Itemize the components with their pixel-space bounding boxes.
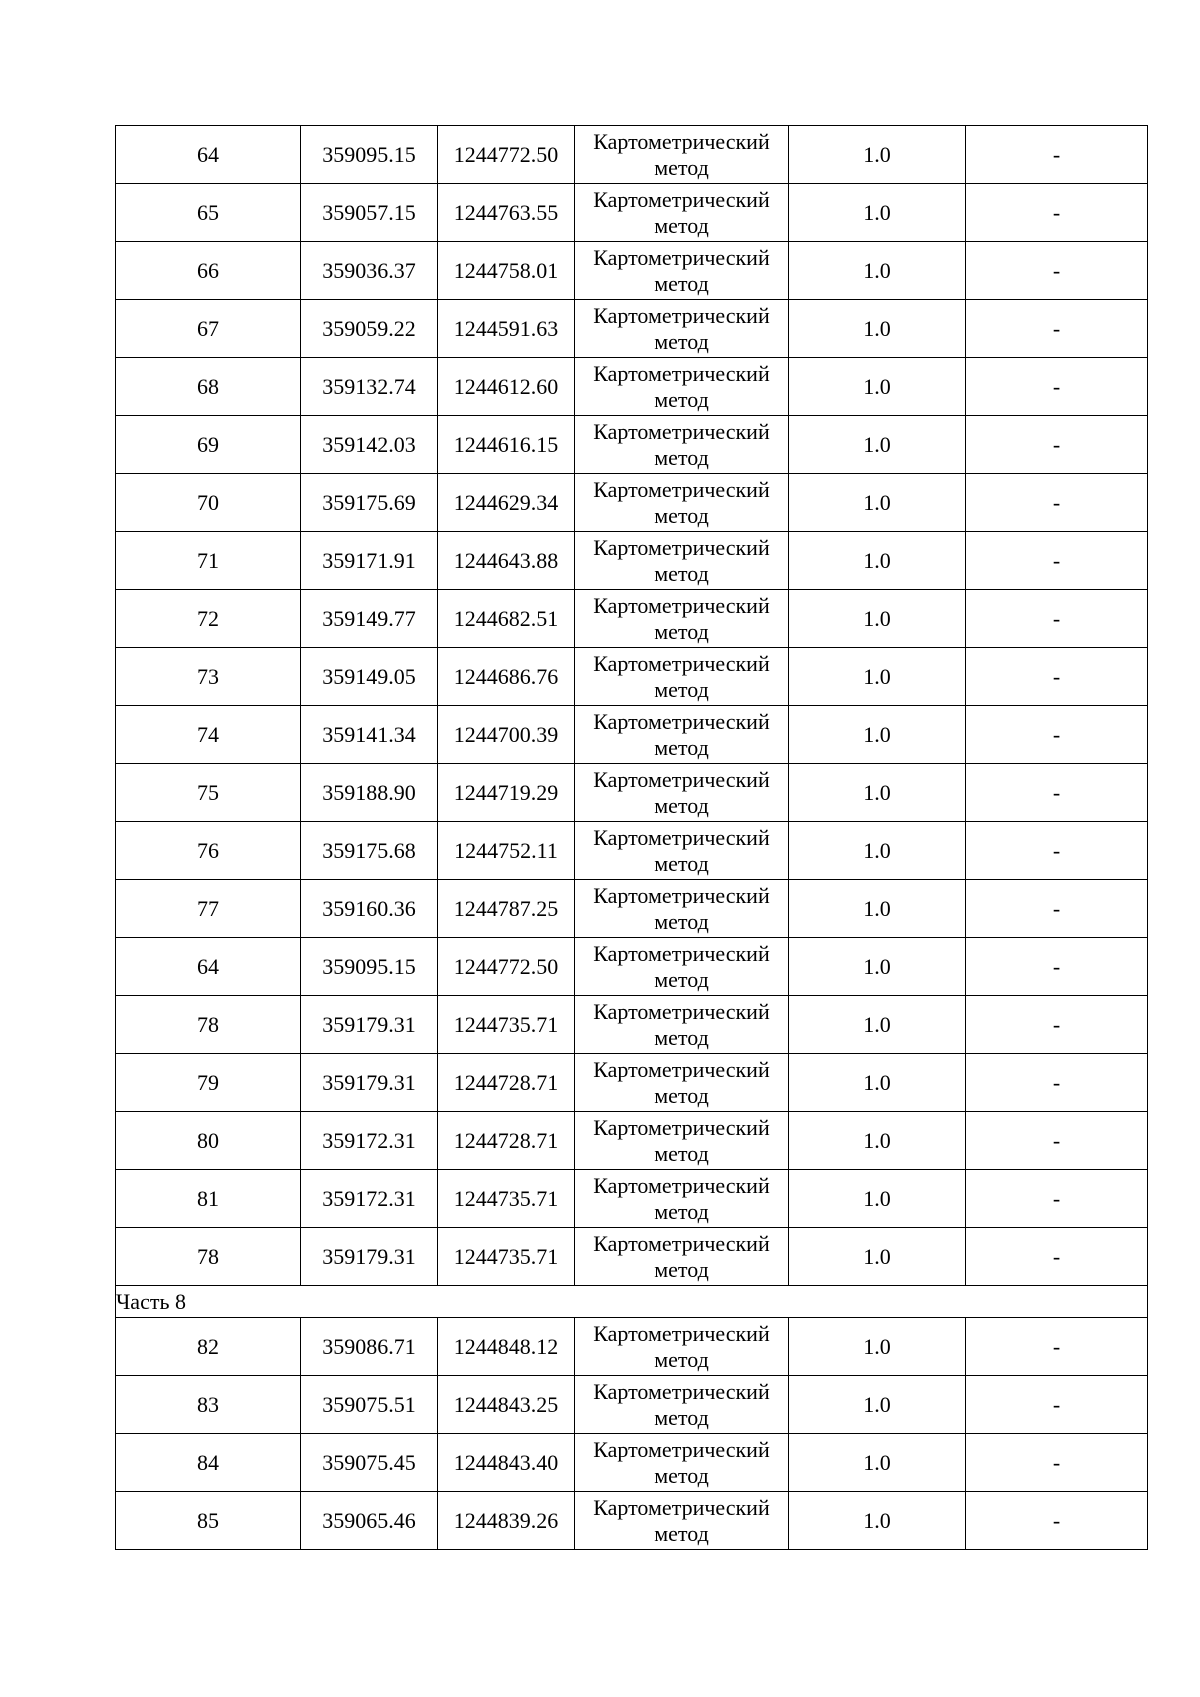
y-coordinate-cell: 1244735.71 — [438, 996, 575, 1054]
method-line-2: метод — [654, 1140, 709, 1166]
method-cell — [575, 1170, 789, 1228]
method-line-2: метод — [654, 734, 709, 760]
method-line-2: метод — [654, 270, 709, 296]
y-coordinate-cell: 1244728.71 — [438, 1112, 575, 1170]
method-text — [575, 825, 788, 877]
note-cell: - — [966, 648, 1148, 706]
method-line-1: Картометрический — [593, 766, 770, 792]
note-cell: - — [966, 1492, 1148, 1550]
table-row — [116, 184, 1148, 242]
method-text — [575, 477, 788, 529]
x-coordinate-cell: 359057.15 — [301, 184, 438, 242]
y-coordinate-cell: 1244763.55 — [438, 184, 575, 242]
x-coordinate-cell: 359142.03 — [301, 416, 438, 474]
note-cell: - — [966, 764, 1148, 822]
accuracy-cell: 1.0 — [789, 474, 966, 532]
y-coordinate-cell: 1244700.39 — [438, 706, 575, 764]
point-number-cell: 64 — [116, 938, 301, 996]
note-cell: - — [966, 474, 1148, 532]
method-line-1: Картометрический — [593, 592, 770, 618]
method-line-2: метод — [654, 676, 709, 702]
method-cell — [575, 1054, 789, 1112]
y-coordinate-cell: 1244682.51 — [438, 590, 575, 648]
method-line-2: метод — [654, 1520, 709, 1546]
method-line-1: Картометрический — [593, 940, 770, 966]
x-coordinate-cell: 359075.51 — [301, 1376, 438, 1434]
accuracy-cell: 1.0 — [789, 938, 966, 996]
method-line-1: Картометрический — [593, 360, 770, 386]
method-cell — [575, 822, 789, 880]
method-text — [575, 999, 788, 1051]
method-line-1: Картометрический — [593, 1436, 770, 1462]
accuracy-cell: 1.0 — [789, 1228, 966, 1286]
method-line-1: Картометрический — [593, 302, 770, 328]
method-text — [575, 1231, 788, 1283]
method-text — [575, 1437, 788, 1489]
x-coordinate-cell: 359171.91 — [301, 532, 438, 590]
table-row — [116, 532, 1148, 590]
table-row — [116, 474, 1148, 532]
x-coordinate-cell: 359175.69 — [301, 474, 438, 532]
section-label: Часть 8 — [116, 1286, 1148, 1318]
method-text — [575, 593, 788, 645]
x-coordinate-cell: 359065.46 — [301, 1492, 438, 1550]
accuracy-cell: 1.0 — [789, 416, 966, 474]
method-cell — [575, 416, 789, 474]
method-cell — [575, 184, 789, 242]
accuracy-cell: 1.0 — [789, 242, 966, 300]
method-line-1: Картометрический — [593, 1172, 770, 1198]
note-cell: - — [966, 358, 1148, 416]
method-line-1: Картометрический — [593, 1378, 770, 1404]
point-number-cell: 66 — [116, 242, 301, 300]
note-cell: - — [966, 822, 1148, 880]
method-line-1: Картометрический — [593, 650, 770, 676]
method-cell — [575, 126, 789, 184]
point-number-cell: 73 — [116, 648, 301, 706]
method-line-1: Картометрический — [593, 1056, 770, 1082]
method-line-2: метод — [654, 1256, 709, 1282]
method-cell — [575, 532, 789, 590]
note-cell: - — [966, 880, 1148, 938]
method-cell — [575, 706, 789, 764]
accuracy-cell: 1.0 — [789, 1318, 966, 1376]
point-number-cell: 70 — [116, 474, 301, 532]
note-cell: - — [966, 1434, 1148, 1492]
accuracy-cell: 1.0 — [789, 1112, 966, 1170]
y-coordinate-cell: 1244752.11 — [438, 822, 575, 880]
method-line-2: метод — [654, 1404, 709, 1430]
note-cell: - — [966, 242, 1148, 300]
point-number-cell: 79 — [116, 1054, 301, 1112]
point-number-cell: 65 — [116, 184, 301, 242]
table-row — [116, 822, 1148, 880]
method-line-1: Картометрический — [593, 1230, 770, 1256]
accuracy-cell: 1.0 — [789, 880, 966, 938]
accuracy-cell: 1.0 — [789, 300, 966, 358]
method-text — [575, 1379, 788, 1431]
accuracy-cell: 1.0 — [789, 532, 966, 590]
table-row — [116, 1112, 1148, 1170]
point-number-cell: 80 — [116, 1112, 301, 1170]
note-cell: - — [966, 1318, 1148, 1376]
note-cell: - — [966, 996, 1148, 1054]
method-line-1: Картометрический — [593, 1320, 770, 1346]
method-text — [575, 187, 788, 239]
method-cell — [575, 1228, 789, 1286]
y-coordinate-cell: 1244616.15 — [438, 416, 575, 474]
method-line-1: Картометрический — [593, 418, 770, 444]
method-line-2: метод — [654, 444, 709, 470]
table-row — [116, 880, 1148, 938]
method-line-2: метод — [654, 1346, 709, 1372]
method-line-2: метод — [654, 328, 709, 354]
note-cell: - — [966, 1112, 1148, 1170]
table-row — [116, 1376, 1148, 1434]
y-coordinate-cell: 1244772.50 — [438, 126, 575, 184]
table-row — [116, 1054, 1148, 1112]
method-text — [575, 941, 788, 993]
note-cell: - — [966, 590, 1148, 648]
method-line-2: метод — [654, 792, 709, 818]
y-coordinate-cell: 1244735.71 — [438, 1170, 575, 1228]
note-cell: - — [966, 1170, 1148, 1228]
note-cell: - — [966, 938, 1148, 996]
method-text — [575, 883, 788, 935]
method-line-1: Картометрический — [593, 824, 770, 850]
method-line-2: метод — [654, 908, 709, 934]
method-cell — [575, 300, 789, 358]
accuracy-cell: 1.0 — [789, 764, 966, 822]
table-row — [116, 938, 1148, 996]
x-coordinate-cell: 359160.36 — [301, 880, 438, 938]
note-cell: - — [966, 1054, 1148, 1112]
x-coordinate-cell: 359188.90 — [301, 764, 438, 822]
method-text — [575, 709, 788, 761]
table-row — [116, 126, 1148, 184]
y-coordinate-cell: 1244612.60 — [438, 358, 575, 416]
table-row — [116, 648, 1148, 706]
x-coordinate-cell: 359086.71 — [301, 1318, 438, 1376]
accuracy-cell: 1.0 — [789, 1170, 966, 1228]
table-row — [116, 300, 1148, 358]
method-cell — [575, 1434, 789, 1492]
method-line-1: Картометрический — [593, 1494, 770, 1520]
method-line-2: метод — [654, 618, 709, 644]
method-text — [575, 767, 788, 819]
point-number-cell: 77 — [116, 880, 301, 938]
method-line-2: метод — [654, 154, 709, 180]
x-coordinate-cell: 359149.77 — [301, 590, 438, 648]
method-text — [575, 129, 788, 181]
accuracy-cell: 1.0 — [789, 184, 966, 242]
x-coordinate-cell: 359095.15 — [301, 938, 438, 996]
accuracy-cell: 1.0 — [789, 1054, 966, 1112]
method-cell — [575, 880, 789, 938]
point-number-cell: 69 — [116, 416, 301, 474]
method-line-1: Картометрический — [593, 1114, 770, 1140]
method-line-1: Картометрический — [593, 128, 770, 154]
note-cell: - — [966, 706, 1148, 764]
table-row — [116, 416, 1148, 474]
accuracy-cell: 1.0 — [789, 996, 966, 1054]
method-line-1: Картометрический — [593, 998, 770, 1024]
accuracy-cell: 1.0 — [789, 126, 966, 184]
y-coordinate-cell: 1244719.29 — [438, 764, 575, 822]
x-coordinate-cell: 359075.45 — [301, 1434, 438, 1492]
method-text — [575, 535, 788, 587]
x-coordinate-cell: 359172.31 — [301, 1170, 438, 1228]
table-row — [116, 358, 1148, 416]
method-line-2: метод — [654, 212, 709, 238]
x-coordinate-cell: 359036.37 — [301, 242, 438, 300]
method-cell — [575, 474, 789, 532]
method-line-1: Картометрический — [593, 708, 770, 734]
method-cell — [575, 1112, 789, 1170]
point-number-cell: 64 — [116, 126, 301, 184]
table-row — [116, 1170, 1148, 1228]
point-number-cell: 81 — [116, 1170, 301, 1228]
method-line-1: Картометрический — [593, 244, 770, 270]
method-line-2: метод — [654, 560, 709, 586]
y-coordinate-cell: 1244772.50 — [438, 938, 575, 996]
method-text — [575, 361, 788, 413]
point-number-cell: 67 — [116, 300, 301, 358]
coordinates-table — [115, 125, 1148, 1550]
y-coordinate-cell: 1244758.01 — [438, 242, 575, 300]
accuracy-cell: 1.0 — [789, 706, 966, 764]
method-cell — [575, 242, 789, 300]
note-cell: - — [966, 416, 1148, 474]
x-coordinate-cell: 359175.68 — [301, 822, 438, 880]
method-line-1: Картометрический — [593, 882, 770, 908]
method-line-2: метод — [654, 1082, 709, 1108]
method-cell — [575, 764, 789, 822]
note-cell: - — [966, 300, 1148, 358]
method-line-2: метод — [654, 1024, 709, 1050]
table-row — [116, 996, 1148, 1054]
point-number-cell: 76 — [116, 822, 301, 880]
x-coordinate-cell: 359179.31 — [301, 1054, 438, 1112]
x-coordinate-cell: 359179.31 — [301, 1228, 438, 1286]
y-coordinate-cell: 1244643.88 — [438, 532, 575, 590]
point-number-cell: 75 — [116, 764, 301, 822]
method-line-1: Картометрический — [593, 186, 770, 212]
y-coordinate-cell: 1244629.34 — [438, 474, 575, 532]
x-coordinate-cell: 359149.05 — [301, 648, 438, 706]
method-text — [575, 245, 788, 297]
y-coordinate-cell: 1244843.25 — [438, 1376, 575, 1434]
y-coordinate-cell: 1244839.26 — [438, 1492, 575, 1550]
method-text — [575, 1115, 788, 1167]
table-row — [116, 242, 1148, 300]
x-coordinate-cell: 359095.15 — [301, 126, 438, 184]
x-coordinate-cell: 359179.31 — [301, 996, 438, 1054]
method-line-2: метод — [654, 1462, 709, 1488]
point-number-cell: 74 — [116, 706, 301, 764]
table-row — [116, 1228, 1148, 1286]
table-row — [116, 1318, 1148, 1376]
note-cell: - — [966, 1228, 1148, 1286]
method-text — [575, 1321, 788, 1373]
table-row — [116, 764, 1148, 822]
note-cell: - — [966, 184, 1148, 242]
y-coordinate-cell: 1244787.25 — [438, 880, 575, 938]
x-coordinate-cell: 359172.31 — [301, 1112, 438, 1170]
method-line-2: метод — [654, 850, 709, 876]
method-text — [575, 1173, 788, 1225]
point-number-cell: 72 — [116, 590, 301, 648]
note-cell: - — [966, 1376, 1148, 1434]
point-number-cell: 68 — [116, 358, 301, 416]
y-coordinate-cell: 1244728.71 — [438, 1054, 575, 1112]
note-cell: - — [966, 532, 1148, 590]
point-number-cell: 78 — [116, 1228, 301, 1286]
method-line-2: метод — [654, 966, 709, 992]
table-row — [116, 1434, 1148, 1492]
method-cell — [575, 590, 789, 648]
method-text — [575, 303, 788, 355]
method-cell — [575, 996, 789, 1054]
accuracy-cell: 1.0 — [789, 822, 966, 880]
method-cell — [575, 1318, 789, 1376]
method-line-1: Картометрический — [593, 476, 770, 502]
coordinates-table-body — [116, 126, 1148, 1550]
y-coordinate-cell: 1244843.40 — [438, 1434, 575, 1492]
point-number-cell: 78 — [116, 996, 301, 1054]
section-header-row — [116, 1286, 1148, 1318]
method-text — [575, 651, 788, 703]
method-cell — [575, 1376, 789, 1434]
method-line-2: метод — [654, 502, 709, 528]
y-coordinate-cell: 1244735.71 — [438, 1228, 575, 1286]
method-cell — [575, 938, 789, 996]
x-coordinate-cell: 359141.34 — [301, 706, 438, 764]
point-number-cell: 85 — [116, 1492, 301, 1550]
accuracy-cell: 1.0 — [789, 1434, 966, 1492]
accuracy-cell: 1.0 — [789, 590, 966, 648]
accuracy-cell: 1.0 — [789, 648, 966, 706]
point-number-cell: 84 — [116, 1434, 301, 1492]
method-cell — [575, 648, 789, 706]
method-line-2: метод — [654, 386, 709, 412]
method-text — [575, 1495, 788, 1547]
method-line-1: Картометрический — [593, 534, 770, 560]
x-coordinate-cell: 359132.74 — [301, 358, 438, 416]
x-coordinate-cell: 359059.22 — [301, 300, 438, 358]
method-cell — [575, 358, 789, 416]
y-coordinate-cell: 1244848.12 — [438, 1318, 575, 1376]
y-coordinate-cell: 1244686.76 — [438, 648, 575, 706]
method-line-2: метод — [654, 1198, 709, 1224]
point-number-cell: 82 — [116, 1318, 301, 1376]
accuracy-cell: 1.0 — [789, 1492, 966, 1550]
point-number-cell: 71 — [116, 532, 301, 590]
table-row — [116, 590, 1148, 648]
y-coordinate-cell: 1244591.63 — [438, 300, 575, 358]
method-text — [575, 1057, 788, 1109]
method-text — [575, 419, 788, 471]
method-cell — [575, 1492, 789, 1550]
accuracy-cell: 1.0 — [789, 358, 966, 416]
table-row — [116, 1492, 1148, 1550]
table-row — [116, 706, 1148, 764]
note-cell: - — [966, 126, 1148, 184]
point-number-cell: 83 — [116, 1376, 301, 1434]
accuracy-cell: 1.0 — [789, 1376, 966, 1434]
